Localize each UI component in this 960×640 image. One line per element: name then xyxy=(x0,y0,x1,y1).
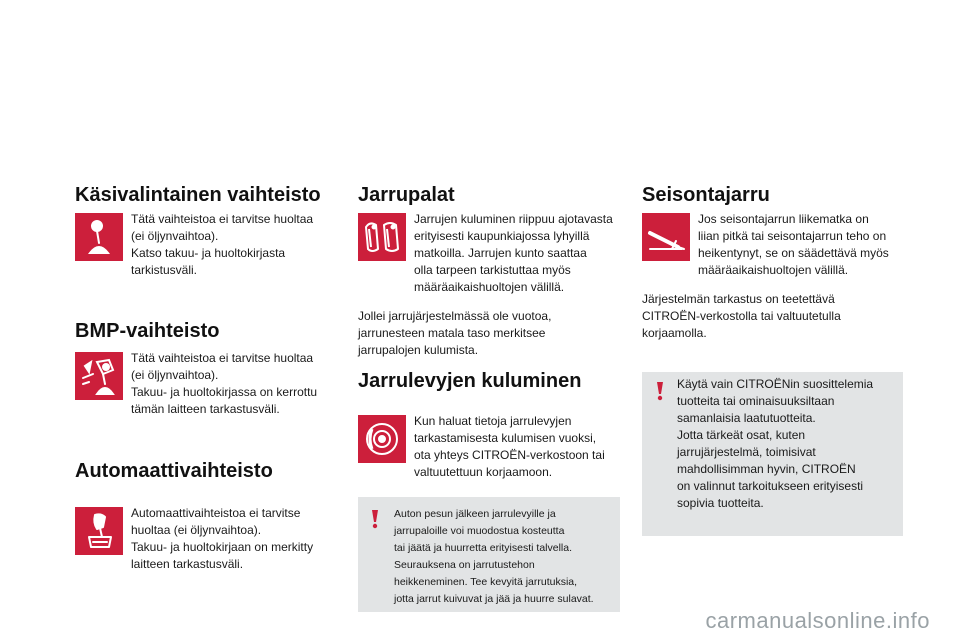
brake-discs-heading: Jarrulevyjen kuluminen xyxy=(358,370,582,392)
washing-note-text: Auton pesun jälkeen jarrulevyille ja jarrupaloille voi muodostua kosteutta tai jäätä ja huurretta erityisesti talvella. Seurauksena on jarrutustehon heikkeneminen. Tee kevyitä jarrutuksia, jotta jarrut kuivuvat ja jää ja huurre sulavat. xyxy=(394,508,594,605)
washing-note xyxy=(358,497,620,612)
manual-gearbox-text: Tätä vaihteistoa ei tarvitse huoltaa (ei öljynvaihtoa). Katso takuu- ja huoltokirjasta tarkistusväli. xyxy=(131,212,314,277)
parking-brake-icon xyxy=(642,213,690,261)
brake-fluid-paragraph: Jollei jarrujärjestelmässä ole vuotoa, jarrunesteen matala taso merkitsee jarrupalojen kulumista. xyxy=(358,309,552,357)
parking-brake-text: Jos seisontajarrun liikematka on liian pitkä tai seisontajarrun teho on heikentynyt, se on säädettävä myös määräaikaishuoltojen välillä. xyxy=(698,212,889,277)
bmp-gearbox-heading: BMP-vaihteisto xyxy=(75,320,220,342)
products-note-text: Käytä vain CITROËNin suosittelemia tuotteita tai ominaisuuksiltaan samanlaisia laatutuotteita. Jotta tärkeät osat, kuten jarrujärjestelmä, toimisivat mahdollisimman hyvin, CITROËN on valinnut tarkoitukseen erityisesti sopivia tuotteita. xyxy=(677,377,874,510)
warning-icon xyxy=(650,381,670,401)
watermark: carmanualsonline.info xyxy=(705,608,930,633)
automatic-gearbox-heading: Automaattivaihteisto xyxy=(75,460,273,482)
products-note xyxy=(642,372,903,536)
bmp-gearbox-text: Tätä vaihteistoa ei tarvitse huoltaa (ei öljynvaihtoa). Takuu- ja huoltokirjassa on kerrottu tämän laitteen tarkastusväli. xyxy=(131,351,318,416)
brake-discs-text: Kun haluat tietoja jarrulevyjen tarkastamisesta kulumisen vuoksi, ota yhteys CITROËN-verkostoon tai valtuutettuun korjaamoon. xyxy=(414,414,605,479)
automatic-gearbox-text: Automaattivaihteistoa ei tarvitse huoltaa (ei öljynvaihtoa). Takuu- ja huoltokirjaan on merkitty laitteen tarkastusväli. xyxy=(131,506,314,571)
automatic-gearbox-icon xyxy=(75,507,123,555)
brake-pads-text: Jarrujen kuluminen riippuu ajotavasta erityisesti kaupunkiajossa lyhyillä matkoilla. Jarrujen kunto saattaa olla tarpeen tarkistuttaa myös määräaikaishuoltojen välillä. xyxy=(414,212,613,294)
bmp-gearbox-icon xyxy=(75,352,123,400)
brake-pads-heading: Jarrupalat xyxy=(358,184,455,206)
manual-gearbox-heading: Käsivalintainen vaihteisto xyxy=(75,184,321,206)
brake-pads-icon xyxy=(358,213,406,261)
parking-brake-heading: Seisontajarru xyxy=(642,184,770,206)
manual-gearbox-icon xyxy=(75,213,123,261)
parking-brake-paragraph: Järjestelmän tarkastus on teetettävä CITROËN-verkostolla tai valtuutetulla korjaamolla. xyxy=(642,292,841,340)
warning-icon xyxy=(365,509,385,529)
brake-disc-icon xyxy=(358,415,406,463)
